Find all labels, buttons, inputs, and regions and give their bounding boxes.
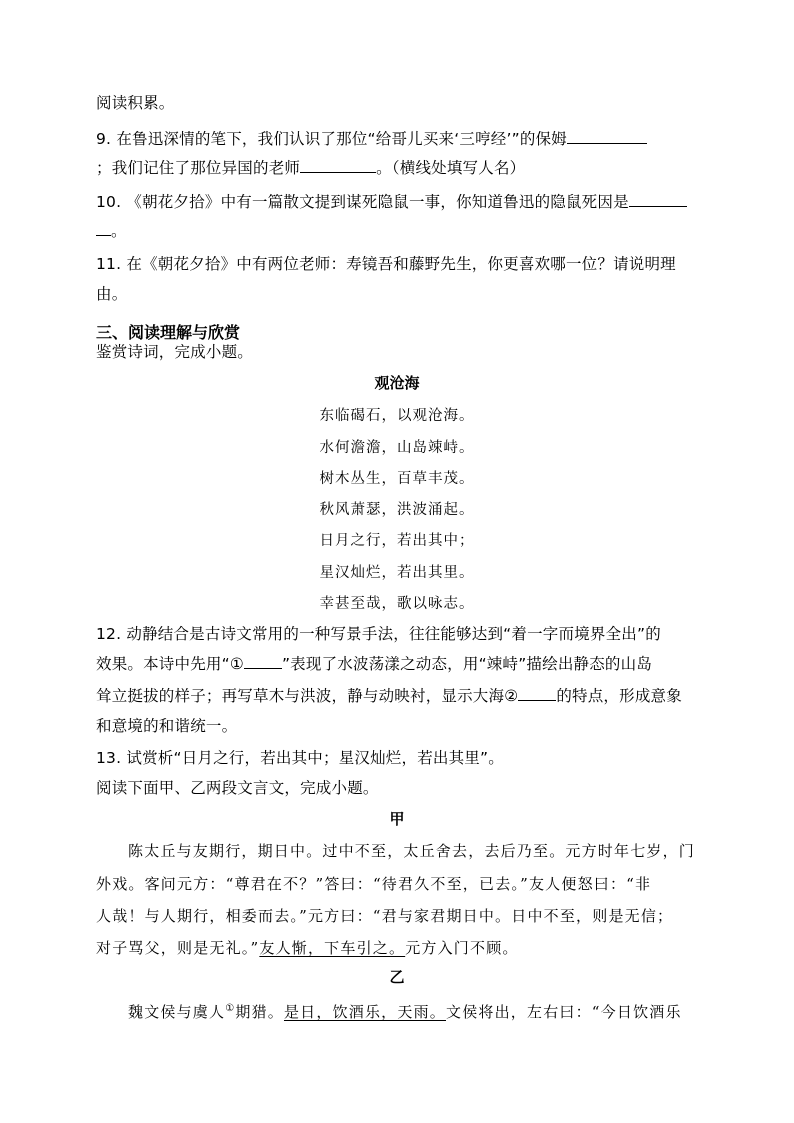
answer-blank[interactable] — [96, 221, 111, 236]
answer-blank[interactable] — [300, 158, 376, 173]
poem-line: 水何澹澹，山岛竦峙。 — [319, 440, 475, 456]
question-13: 13. 试赏析“日月之行，若出其中；星汉灿烂，若出其里”。 — [96, 749, 504, 767]
passage-yi-line: 魏文侯与虞人①期猎。是日，饮酒乐，天雨。文侯将出，左右曰：“今日饮酒乐 — [128, 1003, 682, 1021]
question-12-line-2: 效果。本诗中先用“① ”表现了水波荡漾之动态，用“竦峙”描绘出静态的山岛 — [96, 655, 653, 673]
poem-line: 秋风萧瑟，洪波涌起。 — [319, 502, 475, 518]
passage-jia-line: 人哉！与人期行，相委而去。”元方曰：“君与家君期日中。日中不至，则是无信； — [96, 907, 674, 925]
underlined-sentence: 是日，饮酒乐，天雨。 — [283, 1003, 446, 1021]
passage-intro: 阅读下面甲、乙两段文言文，完成小题。 — [96, 779, 379, 797]
question-11-line-2: 由。 — [96, 285, 128, 303]
answer-blank[interactable] — [244, 654, 282, 669]
text-line: 阅读积累。 — [96, 94, 175, 112]
poem-line: 树木丛生，百草丰茂。 — [319, 471, 475, 487]
passage-jia-line: 陈太丘与友期行，期日中。过中不至，太丘舍去，去后乃至。元方时年七岁，门 — [128, 842, 696, 860]
passage-jia-line: 外戏。客问元方：“尊君在不？”答曰：“待君久不至，已去。”友人便怒曰：“非 — [96, 875, 652, 893]
footnote-marker: ① — [225, 1003, 236, 1014]
poem-line: 日月之行，若出其中； — [319, 533, 475, 549]
poem-line: 幸甚至哉，歌以咏志。 — [319, 596, 475, 612]
question-10-line-2: 。 — [96, 221, 127, 241]
answer-blank[interactable] — [518, 686, 556, 701]
passage-jia-title: 甲 — [389, 810, 405, 828]
section-intro: 鉴赏诗词，完成小题。 — [96, 343, 254, 361]
question-12-line-3: 耸立挺拔的样子；再写草木与洪波，静与动映衬，显示大海② 的特点，形成意象 — [96, 687, 682, 705]
section-heading: 三、阅读理解与欣赏 — [96, 323, 241, 342]
answer-blank[interactable] — [567, 129, 647, 144]
underlined-sentence: 友人惭，下车引之。 — [259, 939, 406, 957]
poem-line: 东临碣石，以观沧海。 — [319, 408, 475, 424]
poem-title: 观沧海 — [374, 374, 420, 392]
answer-blank[interactable] — [629, 192, 687, 207]
passage-yi-title: 乙 — [389, 968, 405, 986]
question-11-line-1: 11. 在《朝花夕拾》中有两位老师：寿镜吾和藤野先生，你更喜欢哪一位？请说明理 — [96, 255, 676, 273]
passage-jia-line: 对子骂父，则是无礼。”友人惭，下车引之。元方入门不顾。 — [96, 939, 519, 957]
question-9-line-1: 9. 在鲁迅深情的笔下，我们认识了那位“给哥儿买来‘三哼经’”的保姆 — [96, 129, 647, 149]
question-10-line-1: 10. 《朝花夕拾》中有一篇散文提到谋死隐鼠一事，你知道鲁迅的隐鼠死因是 — [96, 192, 687, 212]
question-9-line-2: ；我们记住了那位异国的老师 。（横线处填写人名） — [96, 159, 526, 177]
question-12-line-4: 和意境的和谐统一。 — [96, 717, 238, 735]
poem-line: 星汉灿烂，若出其里。 — [319, 565, 475, 581]
question-12-line-1: 12. 动静结合是古诗文常用的一种写景手法，往往能够达到“着一字而境界全出”的 — [96, 625, 661, 643]
